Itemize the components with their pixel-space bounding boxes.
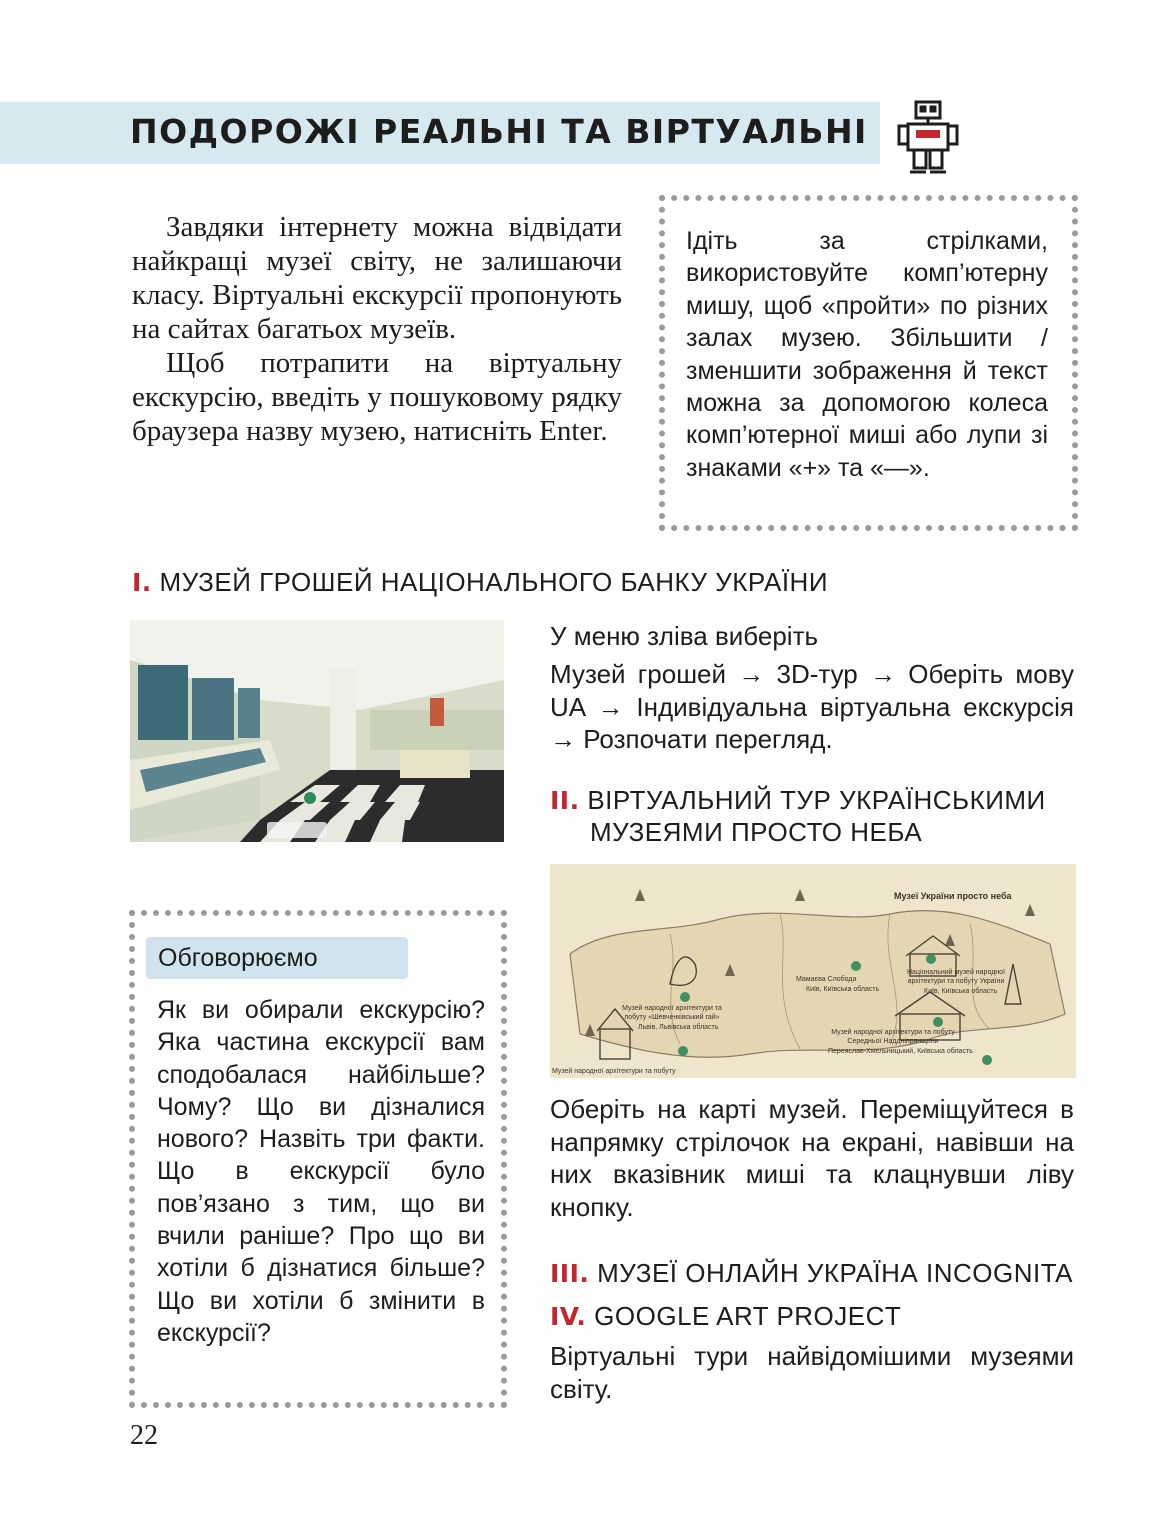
section-2-title-line-2: МУЗЕЯМИ ПРОСТО НЕБА [590,817,923,847]
section-4-heading [550,1300,901,1333]
section-2-heading [550,784,1046,817]
section-2-title-line-1: ВІРТУАЛЬНИЙ ТУР УКРАЇНСЬКИМИ [587,785,1046,815]
section-3-heading [550,1257,1073,1290]
page-number: 22 [130,1420,158,1451]
map-label-kyiv-1: Київ, Київська область [806,986,880,993]
section-4-number: IV. [550,1302,587,1331]
page-title: ПОДОРОЖІ РЕАЛЬНІ ТА ВІРТУАЛЬНІ [130,112,868,151]
discussion-label: Обговорюємо [146,937,408,979]
tip-text: Ідіть за стрілками, використовуйте комп’ютерну мишу, щоб «пройти» по різних залах музею. Збільшити / зменшити зображення й текст можна за допомогою колеса комп’ютерної миші або лупи зі знаками «+» та «—». [686,227,1048,482]
section-1-heading [132,566,828,599]
map-label-kyiv-2: Київ, Київська область [924,988,998,995]
map-label-mamaieva: Мамаєва Слобода [796,976,857,983]
map-label-shevchenko: Музей народної архітектури та побуту «Шевченківський гай» [622,1005,722,1021]
map-label-pereiaslav: Переяслав-Хмельницький, Київська область [828,1048,973,1055]
map-label-naddniprianshchyna: Музей народної архітектури та побуту Середньої Наддніпрянщини [831,1029,955,1045]
intro-text [132,210,622,448]
discussion-text: Як ви обирали екскурсію? Яка частина екскурсії вам сподобалася найбільше? Чому? Що ви дізналися нового? Назвіть три факти. Що в екскурсії було пов’язано з тим, що ви вчили раніше? Про що ви хотіли б дізнатися більше? Що ви хотіли б змінити в екскурсії? [157,996,485,1347]
intro-paragraph-2: Щоб потрапити на віртуальну екскурсію, введіть у пошуковому рядку браузера назву музею, натисніть Enter. [132,347,622,447]
robot-icon [896,98,960,176]
map-title: Музеї України просто неба [894,891,1012,901]
section-3-title: МУЗЕЇ ОНЛАЙН УКРАЇНА INCOGNITA [597,1258,1074,1288]
section-4-text: Віртуальні тури найвідомішими музеями світу. [550,1341,1074,1404]
intro-paragraph-1: Завдяки інтернету можна відвідати найкращі музеї світу, не залишаючи класу. Віртуальні екскурсії пропонують на сайтах багатьох музеїв. [132,211,622,345]
map-label-lviv: Львів, Львівська область [638,1024,719,1031]
section-2-number: II. [550,786,580,815]
section-1-number: I. [132,568,152,597]
museum-hall-photo [130,620,504,842]
section-2-text: Оберіть на карті музей. Переміщуйтеся в напрямку стрілочок на екрані, навівши на них вказівник миші та клацнувши ліву кнопку. [550,1094,1074,1222]
map-label-bottom: Музей народної архітектури та побуту [552,1068,676,1075]
map-label-national: Національний музей народної архітектури та побуту України [907,969,1005,985]
section-3-number: III. [550,1259,590,1288]
open-air-museums-map [550,864,1076,1078]
section-1-line-1: У меню зліва виберіть [550,621,819,651]
section-1-line-2: Музей грошей → 3D-тур → Оберіть мову UA → Індивідуальна віртуальна екскурсія → Розпочати перегляд. [550,659,1074,754]
section-4-title: GOOGLE ART PROJECT [594,1301,902,1331]
section-1-title: МУЗЕЙ ГРОШЕЙ НАЦІОНАЛЬНОГО БАНКУ УКРАЇНИ [159,567,829,597]
